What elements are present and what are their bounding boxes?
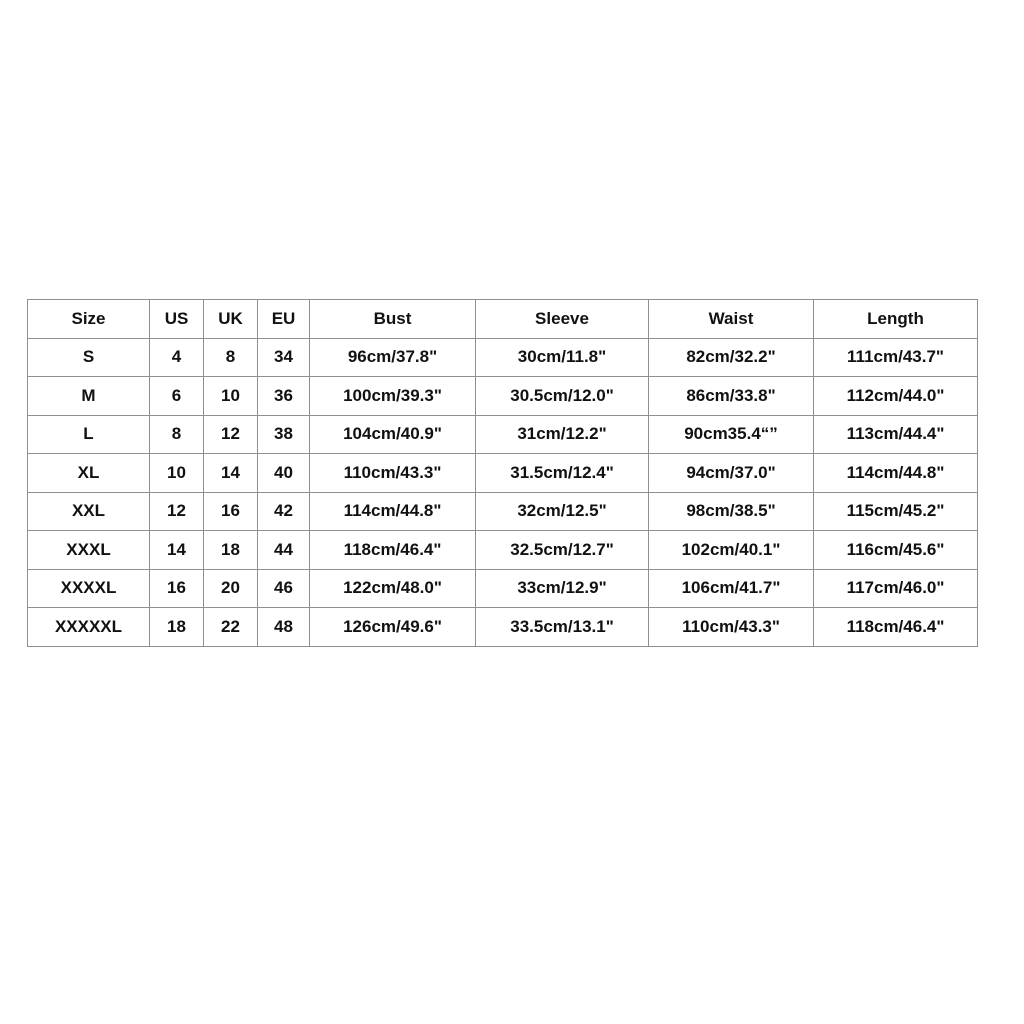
cell-eu: 42 [258,492,310,531]
table-row [28,492,978,531]
cell-size: XXL [28,492,150,531]
table-row [28,569,978,608]
cell-waist: 90cm35.4“” [649,415,814,454]
cell-eu: 48 [258,608,310,647]
cell-waist: 98cm/38.5" [649,492,814,531]
cell-waist: 106cm/41.7" [649,569,814,608]
table-row [28,415,978,454]
cell-us: 4 [150,338,204,377]
cell-eu: 38 [258,415,310,454]
table-row [28,531,978,570]
cell-us: 8 [150,415,204,454]
cell-uk: 14 [204,454,258,493]
cell-bust: 100cm/39.3" [310,377,476,416]
cell-size: S [28,338,150,377]
cell-sleeve: 30cm/11.8" [476,338,649,377]
cell-length: 117cm/46.0" [814,569,978,608]
size-chart-table [27,299,978,647]
cell-size: M [28,377,150,416]
cell-uk: 8 [204,338,258,377]
cell-us: 6 [150,377,204,416]
header-waist: Waist [649,300,814,339]
cell-length: 115cm/45.2" [814,492,978,531]
table-row [28,338,978,377]
cell-sleeve: 32cm/12.5" [476,492,649,531]
cell-sleeve: 31.5cm/12.4" [476,454,649,493]
cell-eu: 46 [258,569,310,608]
cell-eu: 36 [258,377,310,416]
cell-us: 14 [150,531,204,570]
header-us: US [150,300,204,339]
cell-bust: 96cm/37.8" [310,338,476,377]
cell-eu: 44 [258,531,310,570]
cell-size: XXXXL [28,569,150,608]
header-sleeve: Sleeve [476,300,649,339]
header-size: Size [28,300,150,339]
header-eu: EU [258,300,310,339]
cell-uk: 10 [204,377,258,416]
header-length: Length [814,300,978,339]
cell-waist: 86cm/33.8" [649,377,814,416]
cell-size: XXXXXL [28,608,150,647]
cell-eu: 40 [258,454,310,493]
cell-bust: 126cm/49.6" [310,608,476,647]
cell-us: 16 [150,569,204,608]
cell-length: 111cm/43.7" [814,338,978,377]
cell-us: 10 [150,454,204,493]
cell-eu: 34 [258,338,310,377]
cell-size: XXXL [28,531,150,570]
header-uk: UK [204,300,258,339]
cell-bust: 114cm/44.8" [310,492,476,531]
cell-waist: 94cm/37.0" [649,454,814,493]
cell-uk: 18 [204,531,258,570]
cell-sleeve: 32.5cm/12.7" [476,531,649,570]
cell-length: 114cm/44.8" [814,454,978,493]
cell-uk: 22 [204,608,258,647]
table-header-row [28,300,978,339]
cell-bust: 118cm/46.4" [310,531,476,570]
cell-length: 113cm/44.4" [814,415,978,454]
cell-us: 18 [150,608,204,647]
cell-length: 112cm/44.0" [814,377,978,416]
cell-uk: 12 [204,415,258,454]
cell-bust: 104cm/40.9" [310,415,476,454]
cell-bust: 122cm/48.0" [310,569,476,608]
cell-sleeve: 33.5cm/13.1" [476,608,649,647]
table-row [28,608,978,647]
cell-waist: 110cm/43.3" [649,608,814,647]
cell-us: 12 [150,492,204,531]
cell-size: XL [28,454,150,493]
cell-bust: 110cm/43.3" [310,454,476,493]
cell-length: 116cm/45.6" [814,531,978,570]
cell-uk: 16 [204,492,258,531]
cell-uk: 20 [204,569,258,608]
header-bust: Bust [310,300,476,339]
cell-length: 118cm/46.4" [814,608,978,647]
table-row [28,454,978,493]
cell-waist: 102cm/40.1" [649,531,814,570]
cell-sleeve: 31cm/12.2" [476,415,649,454]
cell-waist: 82cm/32.2" [649,338,814,377]
cell-sleeve: 30.5cm/12.0" [476,377,649,416]
cell-sleeve: 33cm/12.9" [476,569,649,608]
table-row [28,377,978,416]
cell-size: L [28,415,150,454]
